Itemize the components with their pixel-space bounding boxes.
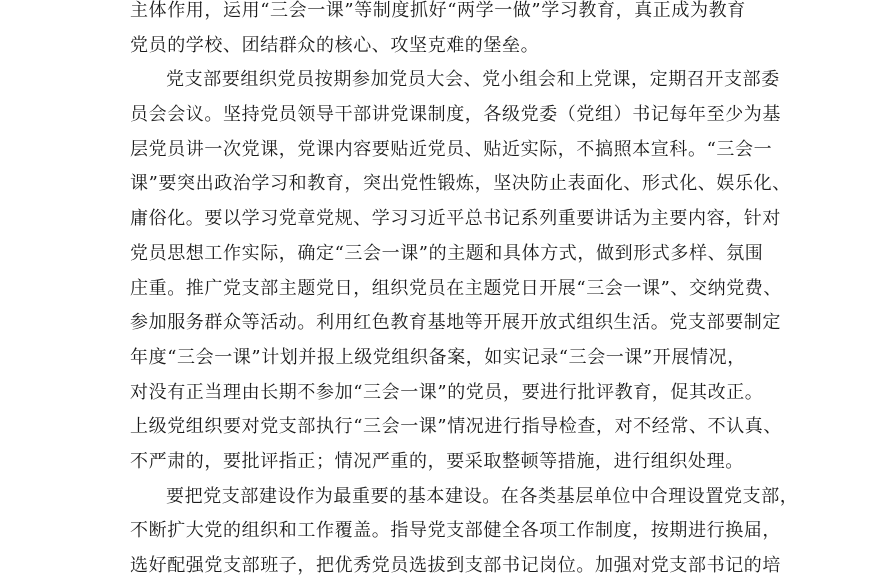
paragraph-first-line: 党支部要组织党员按期参加党员大会、党小组会和上党课，定期召开支部委 (166, 69, 780, 91)
text-line: 层党员讲一次党课，党课内容要贴近党员、贴近实际，不搞照本宣科。“三会一 (130, 138, 773, 160)
text-line: 主体作用，运用“三会一课”等制度抓好“两学一做”学习教育，真正成为教育 (130, 0, 746, 21)
text-line: 选好配强党支部班子，把优秀党员选拔到支部书记岗位。加强对党支部书记的培 (130, 555, 781, 576)
text-line: 党员思想工作实际，确定“三会一课”的主题和具体方式，做到形式多样、氛围 (130, 242, 764, 264)
text-line: 课”要突出政治学习和教育，突出党性锻炼，坚决防止表面化、形式化、娱乐化、 (130, 173, 791, 195)
text-line: 庄重。推广党支部主题党日，组织党员在主题党日开展“三会一课”、交纳党费、 (130, 277, 783, 299)
text-line: 年度“三会一课”计划并报上级党组织备案，如实记录“三会一课”开展情况， (130, 346, 746, 368)
text-line: 员会会议。坚持党员领导干部讲党课制度，各级党委（党组）书记每年至少为基 (130, 104, 781, 126)
text-line: 党员的学校、团结群众的核心、攻坚克难的堡垒。 (130, 34, 540, 56)
text-line: 庸俗化。要以学习党章党规、学习习近平总书记系列重要讲话为主要内容，针对 (130, 208, 781, 230)
text-line: 参加服务群众等活动。利用红色教育基地等开展开放式组织生活。党支部要制定 (130, 312, 781, 334)
text-line: 不断扩大党的组织和工作覆盖。指导党支部健全各项工作制度，按期进行换届， (130, 520, 781, 542)
paragraph-first-line: 要把党支部建设作为最重要的基本建设。在各类基层单位中合理设置党支部， (166, 485, 799, 507)
document-page (130, 0, 799, 584)
text-line: 对没有正当理由长期不参加“三会一课”的党员，要进行批评教育，促其改正。 (130, 381, 764, 403)
text-line: 不严肃的，要批评指正；情况严重的，要采取整顿等措施，进行组织处理。 (130, 450, 744, 472)
text-line: 上级党组织要对党支部执行“三会一课”情况进行指导检查，对不经常、不认真、 (130, 416, 783, 438)
